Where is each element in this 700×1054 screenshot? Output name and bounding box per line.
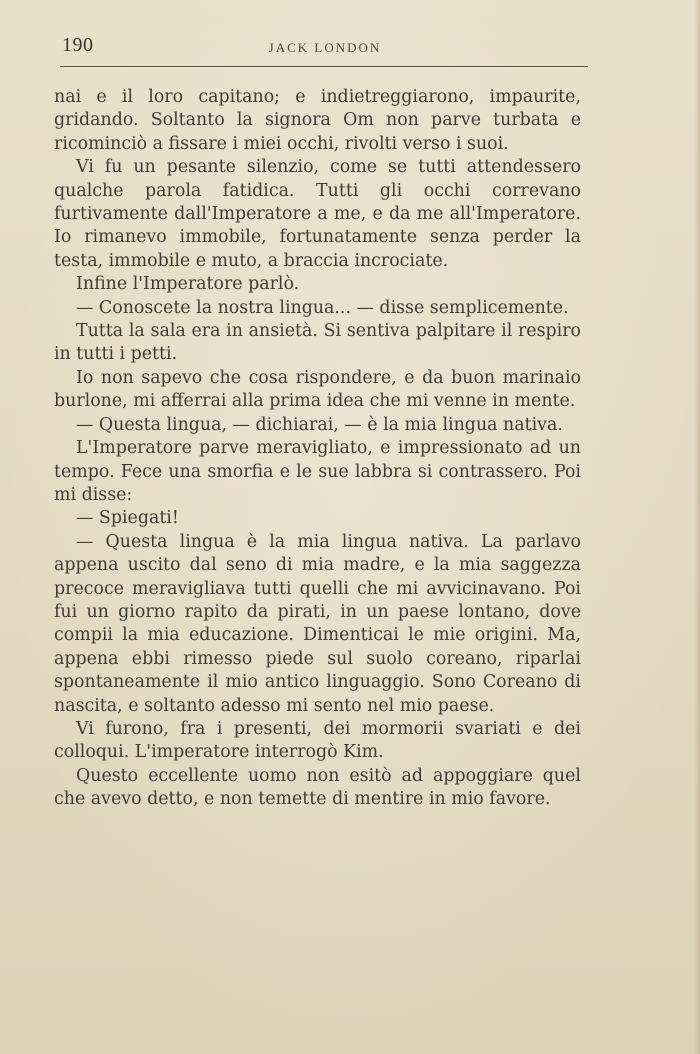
page-edge-shadow xyxy=(694,0,700,1054)
paragraph: L'Imperatore parve meravigliato, e impressionato ad un tempo. Fece una smorfia e le sue labbra si contrassero. Poi mi disse: xyxy=(54,438,581,505)
header-rule xyxy=(60,66,588,67)
paragraph: Vi furono, fra i presenti, dei mormorii svariati e dei colloqui. L'imperatore interrogò Kim. xyxy=(54,718,581,763)
paragraph: Infine l'Imperatore parlò. xyxy=(76,274,300,295)
paragraph: — Questa lingua è la mia lingua nativa. La parlavo appena uscito dal seno di mia madre, e la mia saggezza precoce meravigliava tutti quelli che mi avvicinavano. Poi fui un giorno rapito da pirati, in un paese lontano, dove compii la mia educazione. Dimenticai le mie origini. Ma, appena ebbi rimesso piede sul suolo coreano, riparlai spontaneamente il mio antico linguaggio. Sono Coreano di nascita, e soltanto adesso mi sento nel mio paese. xyxy=(54,531,581,716)
paragraph: — Conoscete la nostra lingua... — disse semplicemente. xyxy=(76,297,569,318)
paragraph: Tutta la sala era in ansietà. Si sentiva palpitare il respiro in tutti i petti. xyxy=(54,321,581,365)
paragraph: Vi fu un pesante silenzio, come se tutti attendessero qualche parola fatidica. Tutti gli occhi correvano furtivamente dall'Imperatore a me, e da me all'Imperatore. Io rimanevo immobile, fortunatamente senza perder la testa, immobile e muto, a braccia incrociate. xyxy=(54,157,581,271)
paragraph: nai e il loro capitano; e indietreggiarono, impaurite, gridando. Soltanto la signora Om non parve turbata e ricominciò a fissare i miei occhi, rivolti verso i suoi. xyxy=(54,87,581,154)
paragraph: — Spiegati! xyxy=(76,508,179,529)
running-head: JACK LONDON xyxy=(268,40,382,55)
page-header xyxy=(62,34,588,64)
paragraph: — Questa lingua, — dichiarai, — è la mia lingua nativa. xyxy=(76,414,563,435)
body-text xyxy=(54,86,581,812)
page-number: 190 xyxy=(62,34,94,56)
paragraph: Questo eccellente uomo non esitò ad appoggiare quel che avevo detto, e non temette di mentire in mio favore. xyxy=(54,765,581,810)
paragraph: Io non sapevo che cosa rispondere, e da buon marinaio burlone, mi afferrai alla prima idea che mi venne in mente. xyxy=(54,367,581,412)
